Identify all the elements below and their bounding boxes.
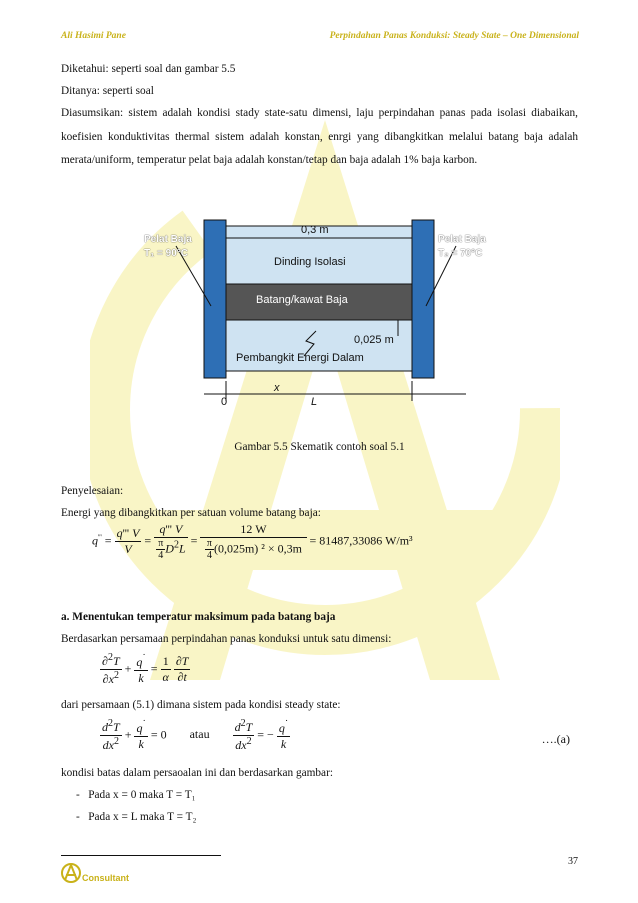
section-a-heading: a. Menentukan temperatur maksimum pada batang baja: [61, 611, 336, 623]
footer-divider: [61, 855, 221, 856]
x-label: x: [274, 382, 280, 394]
zero-label: 0: [221, 396, 228, 408]
right-plate: [412, 220, 434, 378]
boundary-text: kondisi batas dalam persaoalan ini dan berdasarkan gambar:: [61, 767, 333, 779]
boundary-condition-1: - Pada x = 0 maka T = T₁: [76, 789, 196, 801]
figure-schematic: [136, 216, 508, 413]
assumption-paragraph: Diasumsikan: sistem adalah kondisi stady state-satu dimensi, laju perpindahan panas pada isolasi diabaikan, koefisien konduktivitas thermal sistem adalah konstan, enrgi yang dibangkitkan melalui batang baja adalah merata/uniform, temperatur pelat baja adalah konstan/tetap dan baja adalah 1% baja karbon.: [61, 107, 578, 166]
equation-conduction: $\frac{\partial^2T}{\partial x^2}$ + $\frac{q^˙}{k}$ = $\frac{1}{\alpha}$ $\frac{\partial T}{\partial t}$: [102, 652, 189, 686]
based-text: Berdasarkan persamaan perpindahan panas konduksi untuk satu dimensi:: [61, 633, 392, 645]
left-temp-label: T₁ = 90°C: [144, 248, 188, 259]
insulation-label: Dinding Isolasi: [274, 256, 346, 268]
right-plate-label: Pelat Baja: [438, 234, 486, 245]
page-number: 37: [568, 856, 578, 867]
footer-logo-text: Consultant: [82, 873, 129, 883]
figure-caption: Gambar 5.5 Skematik contoh soal 5.1: [234, 441, 405, 453]
steady-text: dari persamaan (5.1) dimana sistem pada kondisi steady state:: [61, 699, 341, 711]
solution-heading: Penyelesaian:: [61, 485, 124, 497]
equation-generation: q''' = $\frac{q''' V}{V}$ = q''' V $\frac{\pi}{4}$ $D^2L$ = 12 W $\frac{\pi}{4}$ (0,025m) ² × 0,3m = 81487,33086 W/m³: [92, 522, 413, 561]
left-plate-label: Pelat Baja: [144, 234, 192, 245]
header-author: Ali Hasimi Pane: [61, 31, 126, 41]
rod-label: Batang/kawat Baja: [256, 294, 348, 306]
energy-text: Energi yang dibangkitkan per satuan volume batang baja:: [61, 507, 321, 519]
L-label: L: [311, 396, 318, 408]
length-label: 0,3 m: [301, 224, 329, 236]
footer-logo-icon: [60, 862, 82, 884]
diameter-label: 0,025 m: [354, 334, 394, 346]
equation-steady: $\frac{d^2T}{dx^2}$ + $\frac{q^˙}{k}$ = 0 atau $\frac{d^2T}{dx^2}$ = − $\frac{q^˙}{k}$ ….(a): [102, 718, 570, 752]
generator-label: Pembangkit Energi Dalam: [236, 352, 364, 364]
asked-text: Ditanya: seperti soal: [61, 85, 154, 97]
right-temp-label: T₂ = 70°C: [438, 248, 483, 259]
given-text: Diketahui: seperti soal dan gambar 5.5: [61, 63, 236, 75]
boundary-condition-2: - Pada x = L maka T = T₂: [76, 811, 197, 823]
header-title: Perpindahan Panas Konduksi: Steady State – One Dimensional: [329, 31, 579, 41]
